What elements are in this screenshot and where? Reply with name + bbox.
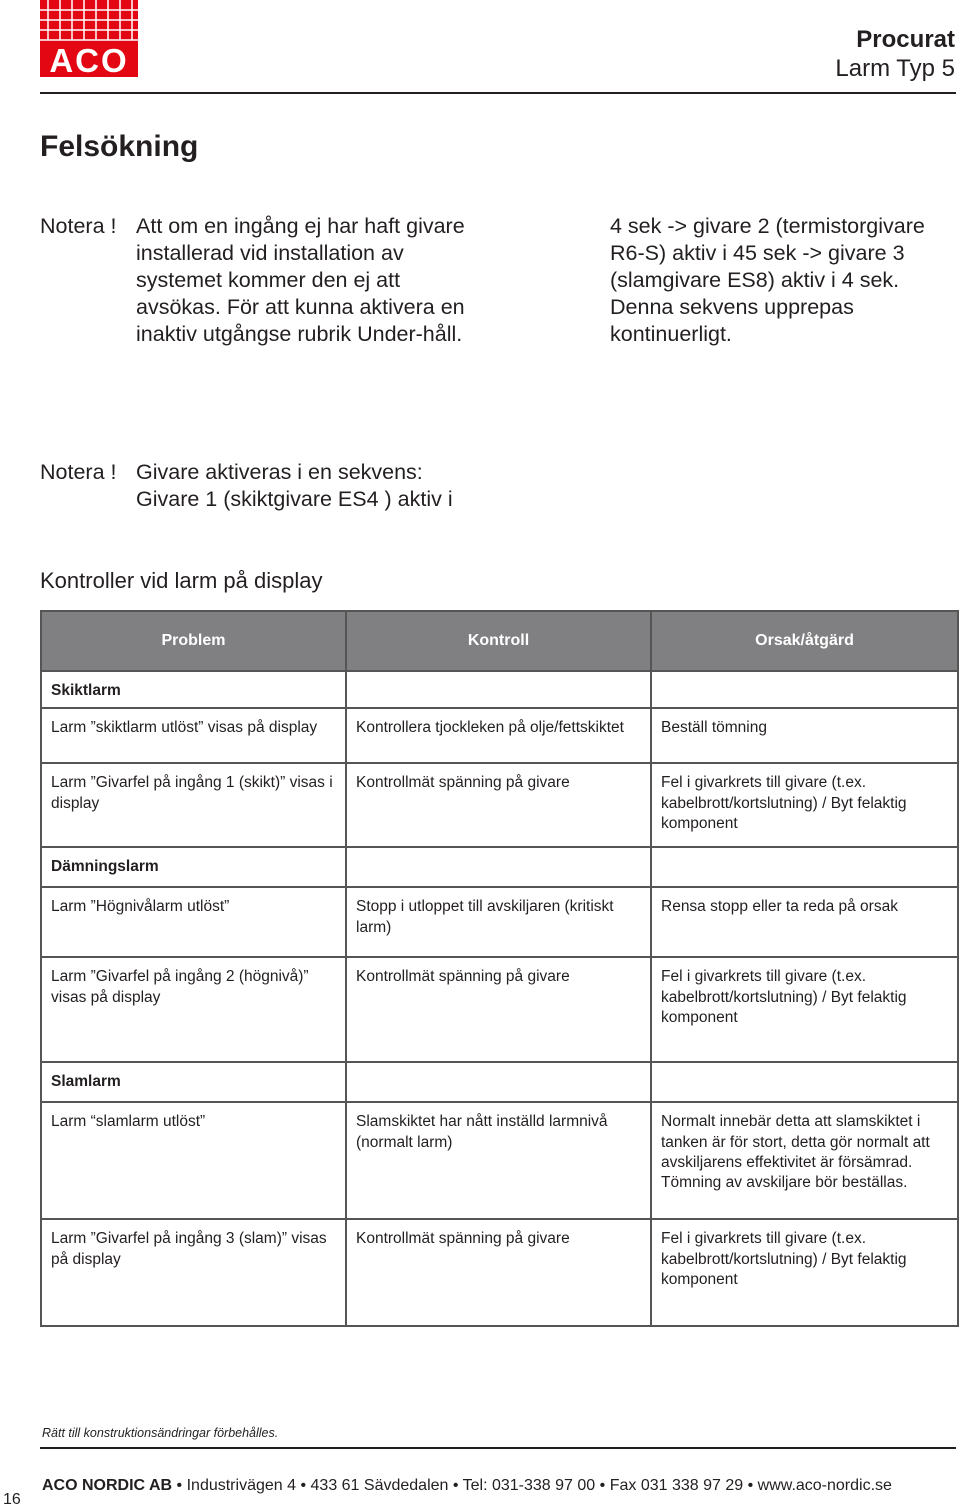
cell-kontroll: Stopp i utloppet till avskiljaren (kritiskt larm) (346, 887, 651, 957)
page-title: Felsökning (40, 130, 199, 163)
section-title: Skiktlarm (41, 671, 346, 708)
logo-text: ACO (49, 42, 129, 77)
section-row-damningslarm (41, 847, 958, 887)
footer-separator: • (176, 1477, 183, 1494)
footer-separator: • (300, 1477, 307, 1494)
product-title: Procurat (856, 26, 955, 53)
cell-problem: Larm ”Givarfel på ingång 3 (slam)” visas på display (41, 1219, 346, 1326)
section-title: Slamlarm (41, 1062, 346, 1102)
header-kontroll: Kontroll (346, 611, 651, 671)
cell-kontroll: Kontrollera tjockleken på olje/fettskiktet (346, 708, 651, 763)
table-row (41, 763, 958, 847)
footer-separator: • (747, 1477, 754, 1494)
footer-company: ACO NORDIC AB (42, 1477, 173, 1494)
cell-orsak: Fel i givarkrets till givare (t.ex. kabelbrott/kortslutning) / Byt felaktig komponent (651, 1219, 958, 1326)
footer-separator: • (452, 1477, 459, 1494)
table-row (41, 1102, 958, 1219)
cell-problem: Larm “slamlarm utlöst” (41, 1102, 346, 1219)
cell-problem: Larm ”skiktlarm utlöst” visas på display (41, 708, 346, 763)
footer-tel: Tel: 031-338 97 00 (462, 1477, 596, 1494)
header-rule (40, 92, 956, 94)
footer-separator: • (599, 1477, 606, 1494)
column-2-text: 4 sek -> givare 2 (termistorgivare R6-S) aktiv i 45 sek -> givare 3 (slamgivare ES8) aktiv i 4 sek. Denna sekvens upprepas kontinuerligt. (610, 214, 925, 346)
cell-kontroll: Kontrollmät spänning på givare (346, 763, 651, 847)
footer-web: www.aco-nordic.se (757, 1477, 892, 1494)
cell-orsak: Rensa stopp eller ta reda på orsak (651, 887, 958, 957)
cell-orsak: Fel i givarkrets till givare (t.ex. kabelbrott/kortslutning) / Byt felaktig komponent (651, 957, 958, 1062)
note-2-label: Notera ! (40, 460, 117, 484)
footer-contact (42, 1477, 892, 1495)
cell-orsak: Fel i givarkrets till givare (t.ex. kabelbrott/kortslutning) / Byt felaktig komponent (651, 763, 958, 847)
header-problem: Problem (41, 611, 346, 671)
note-2-text: Givare aktiveras i en sekvens: Givare 1 (skiktgivare ES4 ) aktiv i (136, 460, 453, 511)
aco-logo (40, 0, 138, 77)
cell-kontroll: Kontrollmät spänning på givare (346, 1219, 651, 1326)
cell-orsak: Normalt innebär detta att slamskiktet i tanken är för stort, detta gör normalt att avskiljarens effektivitet är försämrad. Tömning av avskiljare bör beställas. (651, 1102, 958, 1219)
page-number: 16 (3, 1491, 21, 1508)
table-header-row (41, 611, 958, 671)
cell-problem: Larm ”Givarfel på ingång 1 (skikt)” visas i display (41, 763, 346, 847)
header-orsak: Orsak/åtgärd (651, 611, 958, 671)
table-row (41, 957, 958, 1062)
section-title: Dämningslarm (41, 847, 346, 887)
section-heading: Kontroller vid larm på display (40, 568, 323, 593)
footer-fax: Fax 031 338 97 29 (609, 1477, 744, 1494)
document-header (835, 26, 955, 84)
disclaimer: Rätt till konstruktionsändringar förbehålles. (42, 1426, 279, 1440)
cell-kontroll: Slamskiktet har nått inställd larmnivå (normalt larm) (346, 1102, 651, 1219)
table-row (41, 708, 958, 763)
note-1-text: Att om en ingång ej har haft givare installerad vid installation av systemet kommer den ej att avsökas. För att kunna aktivera en inaktiv utgångse rubrik Under-håll. (136, 214, 465, 346)
cell-orsak: Beställ tömning (651, 708, 958, 763)
note-1-label: Notera ! (40, 214, 117, 238)
table-row (41, 887, 958, 957)
product-subtitle: Larm Typ 5 (835, 55, 955, 82)
cell-problem: Larm ”Givarfel på ingång 2 (högnivå)” visas på display (41, 957, 346, 1062)
alarm-table (40, 610, 959, 1327)
cell-problem: Larm ”Högnivålarm utlöst” (41, 887, 346, 957)
footer-rule (40, 1447, 956, 1449)
section-row-skiktlarm (41, 671, 958, 708)
cell-kontroll: Kontrollmät spänning på givare (346, 957, 651, 1062)
footer-postal: 433 61 Sävdedalen (310, 1477, 449, 1494)
table-row (41, 1219, 958, 1326)
footer-address: Industrivägen 4 (186, 1477, 296, 1494)
section-row-slamlarm (41, 1062, 958, 1102)
